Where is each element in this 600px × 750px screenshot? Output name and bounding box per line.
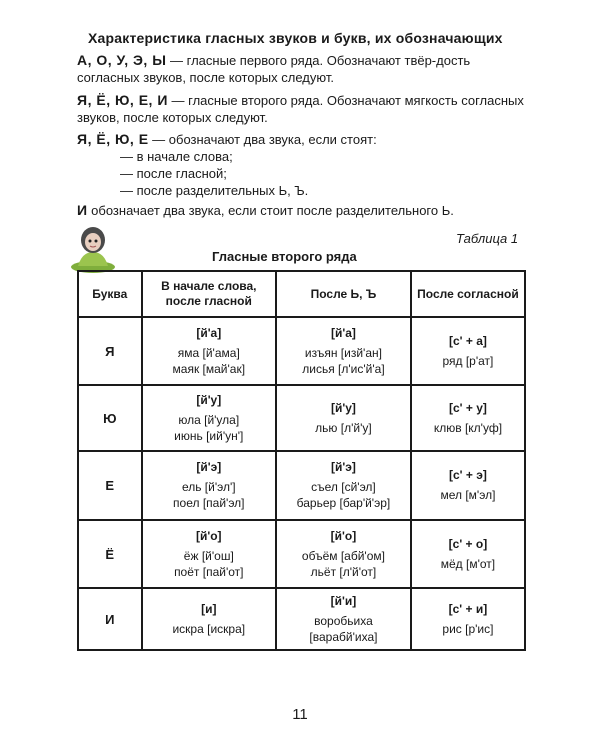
cell-after-signs <box>276 317 411 385</box>
transcription: [с' + э] <box>449 468 487 482</box>
mascot-girl-illustration <box>68 222 118 274</box>
row-letter: Ю <box>78 385 142 451</box>
paragraph-i-rule <box>77 202 532 219</box>
transcription: [й'о] <box>330 528 357 543</box>
i-letter: И <box>77 202 88 218</box>
example: поел [пай'эл] <box>173 496 245 510</box>
example: воробьиха <box>314 613 373 628</box>
transcription: [й'э] <box>196 460 222 474</box>
cell-word-start <box>142 588 277 650</box>
header-after-signs: После Ь, Ъ <box>276 271 411 317</box>
cell-after-signs <box>276 520 411 588</box>
cell-after-consonant <box>411 588 525 650</box>
row-letter: Е <box>78 451 142 520</box>
example: клюв [кл'уф] <box>433 420 503 435</box>
example: [варабй'иха] <box>309 629 378 644</box>
cell-word-start <box>142 520 277 588</box>
first-row-text: — гласные первого ряда. Обозначают твёр-дость согласных звуков, после которых следуют. <box>77 53 471 85</box>
condition-item: — после гласной; <box>120 166 227 181</box>
table-row <box>78 588 525 650</box>
table-label: Таблица 1 <box>456 231 519 246</box>
transcription: [с' + у] <box>449 400 487 415</box>
page-number: 11 <box>292 706 308 723</box>
cell-after-consonant <box>411 385 525 451</box>
header-after-consonant: После согласной <box>411 271 525 317</box>
cell-word-start <box>142 317 277 385</box>
second-row-letters: Я, Ё, Ю, Е, И <box>77 92 168 108</box>
two-sounds-text: — обозначают два звука, если стоят: <box>148 132 377 147</box>
transcription: [и] <box>201 601 217 616</box>
table-header-row <box>78 271 525 317</box>
condition-item: — после разделительных Ь, Ъ. <box>120 183 309 198</box>
paragraph-two-sounds <box>77 131 532 148</box>
transcription: [с' + о] <box>448 536 488 551</box>
example: яма [й'ама] <box>177 345 240 360</box>
paragraph-first-row <box>77 52 532 86</box>
row-letter: И <box>78 588 142 650</box>
example: маяк [май'ак] <box>172 361 246 376</box>
paragraph-second-row <box>77 92 532 126</box>
header-letter: Буква <box>78 271 142 317</box>
example: барьер [бар'й'эр] <box>296 496 391 510</box>
example: объём [абй'ом] <box>301 548 385 563</box>
transcription: [й'а] <box>331 325 356 340</box>
table-row <box>78 317 525 385</box>
table-row <box>78 520 525 588</box>
cell-after-consonant <box>411 451 525 520</box>
cell-after-consonant <box>411 520 525 588</box>
second-row-text: — гласные второго ряда. Обозначают мягкость согласных звуков, после которых следуют. <box>77 93 524 125</box>
example: июнь [ий'ун'] <box>174 428 244 443</box>
example: мел [м'эл] <box>440 488 496 502</box>
transcription: [с' + и] <box>448 601 488 616</box>
transcription: [с' + а] <box>449 333 487 348</box>
two-sounds-letters: Я, Ё, Ю, Е <box>77 131 149 147</box>
cell-word-start <box>142 385 277 451</box>
i-rule-text: обозначает два звука, если стоит после разделительного Ь. <box>87 203 454 218</box>
vowels-table <box>77 270 526 651</box>
example: лью [л'й'у] <box>315 420 372 435</box>
cell-after-signs <box>276 385 411 451</box>
example: изъян [изй'ан] <box>304 345 382 360</box>
first-row-letters: А, О, У, Э, Ы <box>77 52 167 68</box>
page-heading: Характеристика гласных звуков и букв, их обозначающих <box>88 30 503 46</box>
header-word-start: В начале слова, после гласной <box>142 271 277 317</box>
example: мёд [м'от] <box>440 556 496 571</box>
example: поёт [пай'от] <box>174 564 244 579</box>
transcription: [й'у] <box>196 392 222 407</box>
cell-word-start <box>142 451 277 520</box>
example: съел [сй'эл] <box>311 480 376 494</box>
cell-after-signs <box>276 588 411 650</box>
row-letter: Я <box>78 317 142 385</box>
example: ёж [й'ош] <box>183 548 234 563</box>
condition-item: — в начале слова; <box>120 149 233 164</box>
table-row <box>78 451 525 520</box>
transcription: [й'и] <box>330 593 357 608</box>
example: лисья [л'ис'й'а] <box>302 361 385 376</box>
table-row <box>78 385 525 451</box>
example: рис [р'ис] <box>442 621 494 636</box>
example: ель [й'эл'] <box>181 480 236 494</box>
example: льёт [л'й'от] <box>310 564 377 579</box>
cell-after-consonant <box>411 317 525 385</box>
transcription: [й'о] <box>196 528 222 543</box>
table-title: Гласные второго ряда <box>212 249 357 264</box>
transcription: [й'э] <box>331 460 356 474</box>
row-letter: Ё <box>78 520 142 588</box>
example: юла [й'ула] <box>178 412 240 427</box>
transcription: [й'у] <box>331 400 356 415</box>
example: ряд [р'ат] <box>442 353 494 368</box>
transcription: [й'а] <box>196 325 222 340</box>
example: искра [искра] <box>172 621 246 636</box>
cell-after-signs <box>276 451 411 520</box>
